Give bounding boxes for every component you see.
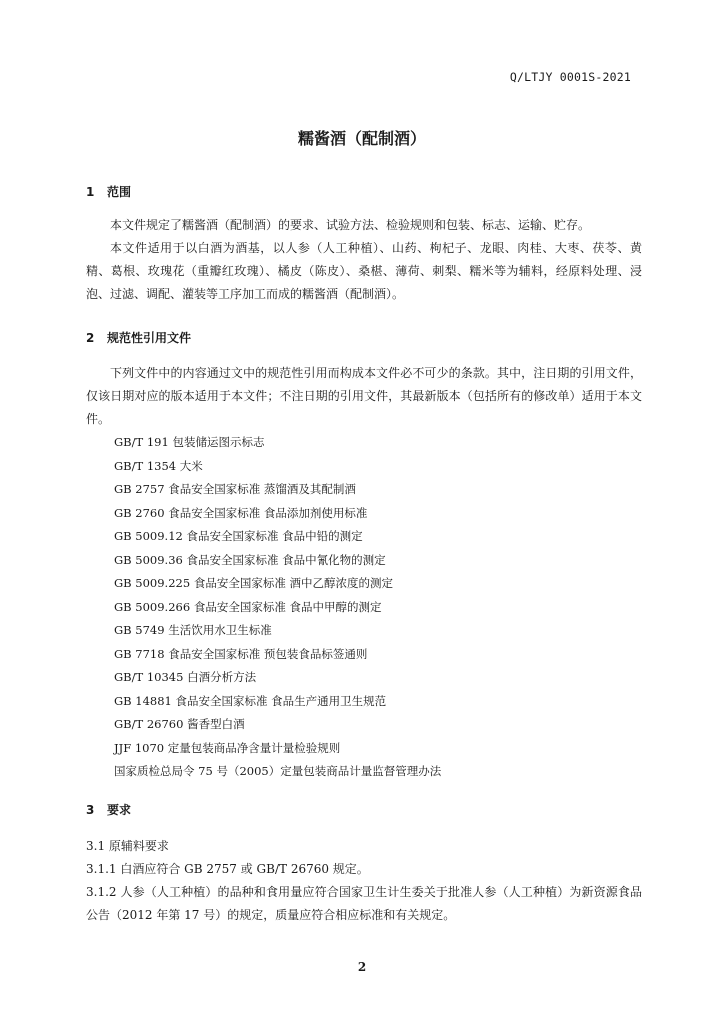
reference-item: GB/T 26760 酱香型白酒: [114, 717, 245, 731]
reference-item: JJF 1070 定量包装商品净含量计量检验规则: [114, 740, 341, 755]
scope-paragraph-1: 本文件规定了糯酱酒（配制酒）的要求、试验方法、检验规则和包装、标志、运输、贮存。: [110, 218, 591, 232]
reference-item: GB 7718 食品安全国家标准 预包装食品标签通则: [114, 646, 368, 661]
section-title: 范围: [107, 185, 132, 199]
reference-item: 国家质检总局令 75 号（2005）定量包装商品计量监督管理办法: [114, 764, 442, 778]
reference-item: GB/T 10345 白酒分析方法: [114, 670, 257, 684]
references-intro: 下列文件中的内容通过文中的规范性引用而构成本文件必不可少的条款。其中，注日期的引用文件，仅该日期对应的版本适用于本文件；不注日期的引用文件，其最新版本（包括所有的修改单）适用于本文件。: [86, 366, 642, 426]
reference-item: GB 5009.36 食品安全国家标准 食品中氰化物的测定: [114, 552, 386, 567]
reference-item: GB 5009.266 食品安全国家标准 食品中甲醇的测定: [114, 599, 382, 614]
reference-item: GB 5009.225 食品安全国家标准 酒中乙醇浓度的测定: [114, 576, 393, 590]
reference-item: GB 5749 生活饮用水卫生标准: [114, 623, 272, 637]
section-3-heading: [86, 800, 642, 820]
reference-item: GB 2760 食品安全国家标准 食品添加剂使用标准: [114, 505, 368, 520]
reference-item: GB/T 191 包装储运图示标志: [114, 435, 265, 449]
section-number: 1: [86, 185, 95, 199]
reference-item: GB 5009.12 食品安全国家标准 食品中铅的测定: [114, 529, 363, 543]
section-title: 要求: [107, 802, 132, 817]
reference-list: [86, 431, 642, 784]
section-title: 规范性引用文件: [107, 331, 192, 345]
reference-item: GB 14881 食品安全国家标准 食品生产通用卫生规范: [114, 693, 387, 708]
document-body: [86, 182, 642, 927]
standard-code: Q/LTJY 0001S-2021: [509, 70, 631, 84]
clause-3-1-2: 3.1.2 人参（人工种植）的品种和食用量应符合国家卫生计生委关于批准人参（人工种植）为新资源食品公告（2012 年第 17 号）的规定，质量应符合相应标准和有关规定。: [86, 884, 642, 922]
section-2-heading: [86, 328, 642, 348]
scope-paragraph-2: 本文件适用于以白酒为酒基，以人参（人工种植）、山药、枸杞子、龙眼、肉桂、大枣、茯苓、黄精、葛根、玫瑰花（重瓣红玫瑰）、橘皮（陈皮）、桑椹、薄荷、刺梨、糯米等为辅料，经原料处理、浸泡、过滤、调配、灌装等工序加工而成的糯酱酒（配制酒）。: [86, 241, 642, 301]
document-title: 糯酱酒（配制酒）: [297, 129, 426, 148]
reference-item: GB/T 1354 大米: [114, 458, 203, 473]
clause-3-1: 3.1 原辅料要求: [86, 838, 169, 853]
page-number: 2: [357, 960, 367, 974]
clause-3-1-1: 3.1.1 白酒应符合 GB 2757 或 GB/T 26760 规定。: [86, 861, 369, 876]
reference-item: GB 2757 食品安全国家标准 蒸馏酒及其配制酒: [114, 482, 356, 496]
section-number: 3: [86, 802, 95, 817]
section-1-heading: [86, 182, 642, 202]
section-number: 2: [86, 331, 95, 345]
